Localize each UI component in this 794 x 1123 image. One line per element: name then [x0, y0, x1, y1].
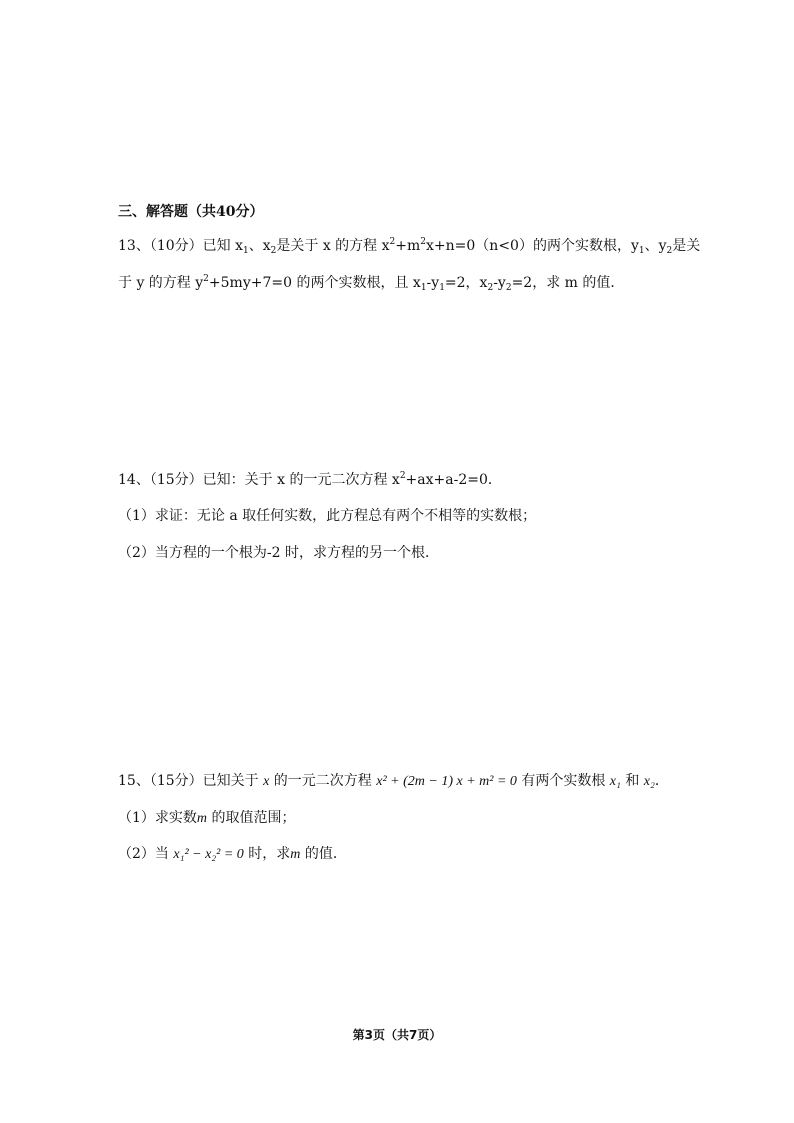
- quadratic-equation: x² + (2m − 1) x + m² = 0: [376, 774, 517, 789]
- section-title: 三、解答题（共40分）: [118, 204, 264, 220]
- question-points: （10分）: [149, 238, 203, 254]
- question-points: （15分）: [149, 773, 203, 789]
- question-14-stem: 14、（15分）已知：关于 x 的一元二次方程 $x^2+ax+a-2=0$．: [118, 471, 502, 488]
- question-14-part-2: （2）当方程的一个根为-2 时，求方程的另一个根．: [118, 545, 439, 561]
- question-13-line-1: 13、（10分）已知 $x_1$、$x_2$是关于 x 的方程 $x^2+m^2x+n=0(n<0)$的两个实数根，$y_1$、$y_2$是关: [118, 237, 701, 256]
- question-15-part-2: （2）当 x₁² − x₂² = 0 时，求m 的值．: [118, 846, 347, 862]
- question-14-part-1: （1）求证：无论 a 取任何实数，此方程总有两个不相等的实数根；: [118, 508, 537, 524]
- question-points: （15分）: [149, 472, 203, 488]
- question-number: 14、: [118, 472, 150, 488]
- question-13-line-2: 于 y 的方程 $y^2+5my+7=0$ 的两个实数根，且 $x_1-y_1=2$，$x_2-y_2=2$，求 m 的值．: [118, 274, 625, 293]
- condition-equation: x₁² − x₂² = 0: [173, 847, 244, 862]
- question-15-stem: 15、（15分）已知关于 x 的一元二次方程 x² + (2m − 1) x + m² = 0 有两个实数根 x₁ 和 x₂．: [118, 773, 669, 789]
- question-number: 13、: [118, 238, 150, 254]
- question-15-part-1: （1）求实数m 的取值范围；: [118, 810, 296, 826]
- question-number: 15、: [118, 773, 150, 789]
- page-footer: 第3页（共7页）: [352, 1028, 442, 1042]
